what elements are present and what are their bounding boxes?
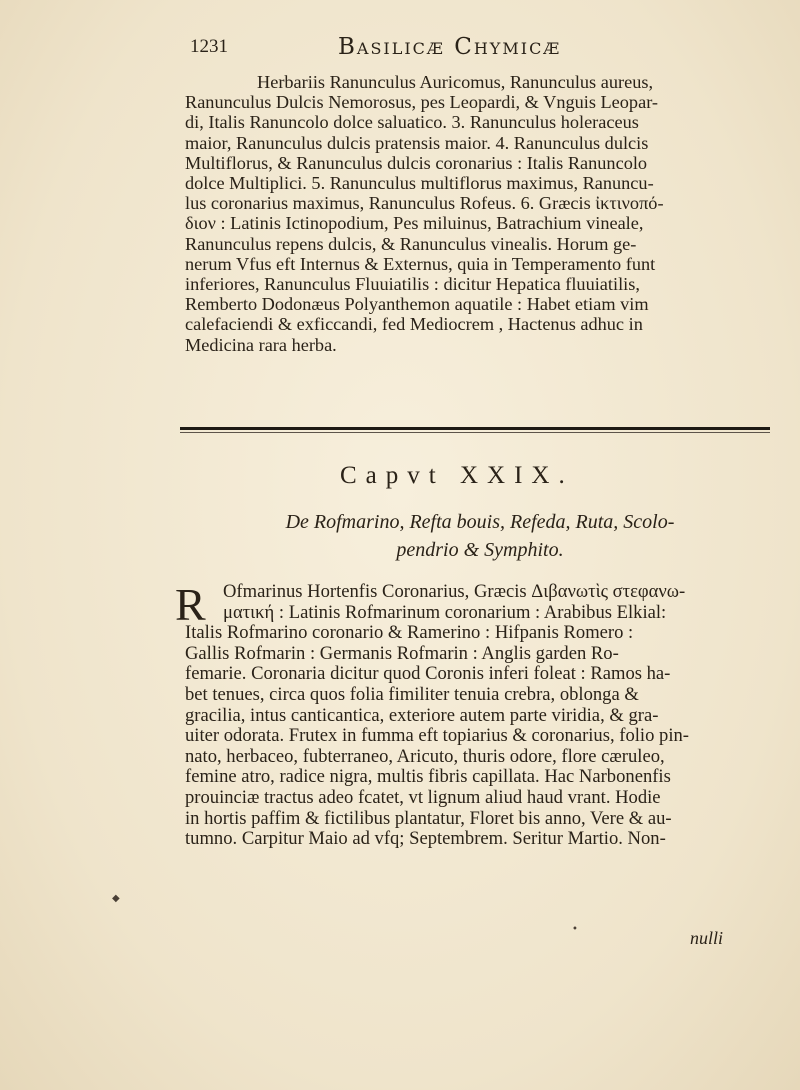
text-line: nerum Vfus eft Internus & Externus, quia in Temperamento funt	[185, 253, 656, 274]
text-line: calefaciendi & exficcandi, fed Mediocrem , Hactenus adhuc in	[185, 314, 643, 335]
text-line: gracilia, intus canticantica, exteriore autem parte viridia, & gra-	[185, 705, 659, 726]
text-line: lus coronarius maximus, Ranunculus Rofeus. 6. Græcis ἰκτινοπό-	[185, 193, 664, 214]
text-line: femarie. Coronaria dicitur quod Coronis inferi foleat : Ramos ha-	[185, 664, 671, 685]
page-number: 1231	[190, 36, 228, 57]
section-rule-thin	[180, 432, 770, 433]
text-line: tumno. Carpitur Maio ad vfq; Septembrem. Seritur Martio. Non-	[185, 829, 666, 850]
text-line: Ranunculus repens dulcis, & Ranunculus vinealis. Horum ge-	[185, 233, 637, 254]
text-line: uiter odorata. Frutex in fumma eft topiarius & coronarius, folio pin-	[185, 726, 689, 747]
text-line: di, Italis Ranuncolo dolce saluatico. 3. Ranunculus holeraceus	[185, 112, 639, 133]
text-line: inferiores, Ranunculus Fluuiatilis : dicitur Hepatica fluuiatilis,	[185, 274, 640, 295]
chapter-subtitle-line: De Rofmarino, Refta bouis, Refeda, Ruta, Scolo-	[285, 511, 675, 533]
text-line: dolce Multiplici. 5. Ranunculus multiflorus maximus, Ranuncu-	[185, 173, 654, 194]
chapter-heading: Capvt XXIX.	[340, 462, 574, 489]
text-line: Gallis Rofmarin : Germanis Rofmarin : Anglis garden Ro-	[185, 643, 619, 664]
text-line: Ranunculus Dulcis Nemorosus, pes Leopardi, & Vnguis Leopar-	[185, 92, 659, 113]
chapter-subtitle-line: pendrio & Symphito.	[396, 539, 564, 561]
text-line: Herbariis Ranunculus Auricomus, Ranunculus aureus,	[257, 72, 654, 92]
text-line: ματική : Latinis Rofmarinum coronarium : Arabibus Elkial:	[223, 602, 667, 623]
text-line: Italis Rofmarino coronario & Ramerino : Hifpanis Romero :	[185, 623, 634, 644]
text-line: prouinciæ tractus adeo fcatet, vt lignum aliud haud vrant. Hodie	[185, 787, 661, 808]
catchword: nulli	[690, 928, 724, 948]
margin-dot-mark: •	[572, 924, 578, 935]
paragraph-ranunculus	[185, 72, 765, 355]
text-line: femine atro, radice nigra, multis fibris capillata. Hac Narbonenfis	[185, 767, 671, 788]
section-rule-thick	[180, 427, 770, 430]
text-line: Multiflorus, & Ranunculus dulcis coronarius : Italis Ranuncolo	[185, 152, 648, 173]
text-line: in hortis paffim & fictilibus plantatur, Floret bis anno, Vere & au-	[185, 808, 672, 829]
drop-cap: R	[175, 579, 206, 630]
paragraph-rosmarinus	[185, 582, 765, 850]
running-header	[0, 30, 800, 70]
chapter-subtitle	[200, 508, 760, 564]
text-line: διον : Latinis Ictinopodium, Pes miluinus, Batrachium vineale,	[185, 213, 644, 234]
text-line: Medicina rara herba.	[185, 334, 337, 355]
text-line: Remberto Dodonæus Polyanthemon aquatile : Habet etiam vim	[185, 294, 649, 315]
text-line: Ofmarinus Hortenfis Coronarius, Græcis Διβανωτὶς στεφανω-	[223, 582, 686, 602]
margin-dot-mark: ◆	[112, 893, 120, 904]
text-line: bet tenues, circa quos folia fimiliter tenuia crebra, oblonga &	[185, 684, 639, 705]
running-title: Basilicæ Chymicæ	[338, 34, 562, 60]
text-line: nato, herbaceo, fubterraneo, Aricuto, thuris odore, flore cæruleo,	[185, 746, 665, 767]
text-line: maior, Ranunculus dulcis pratensis maior. 4. Ranunculus dulcis	[185, 132, 649, 153]
